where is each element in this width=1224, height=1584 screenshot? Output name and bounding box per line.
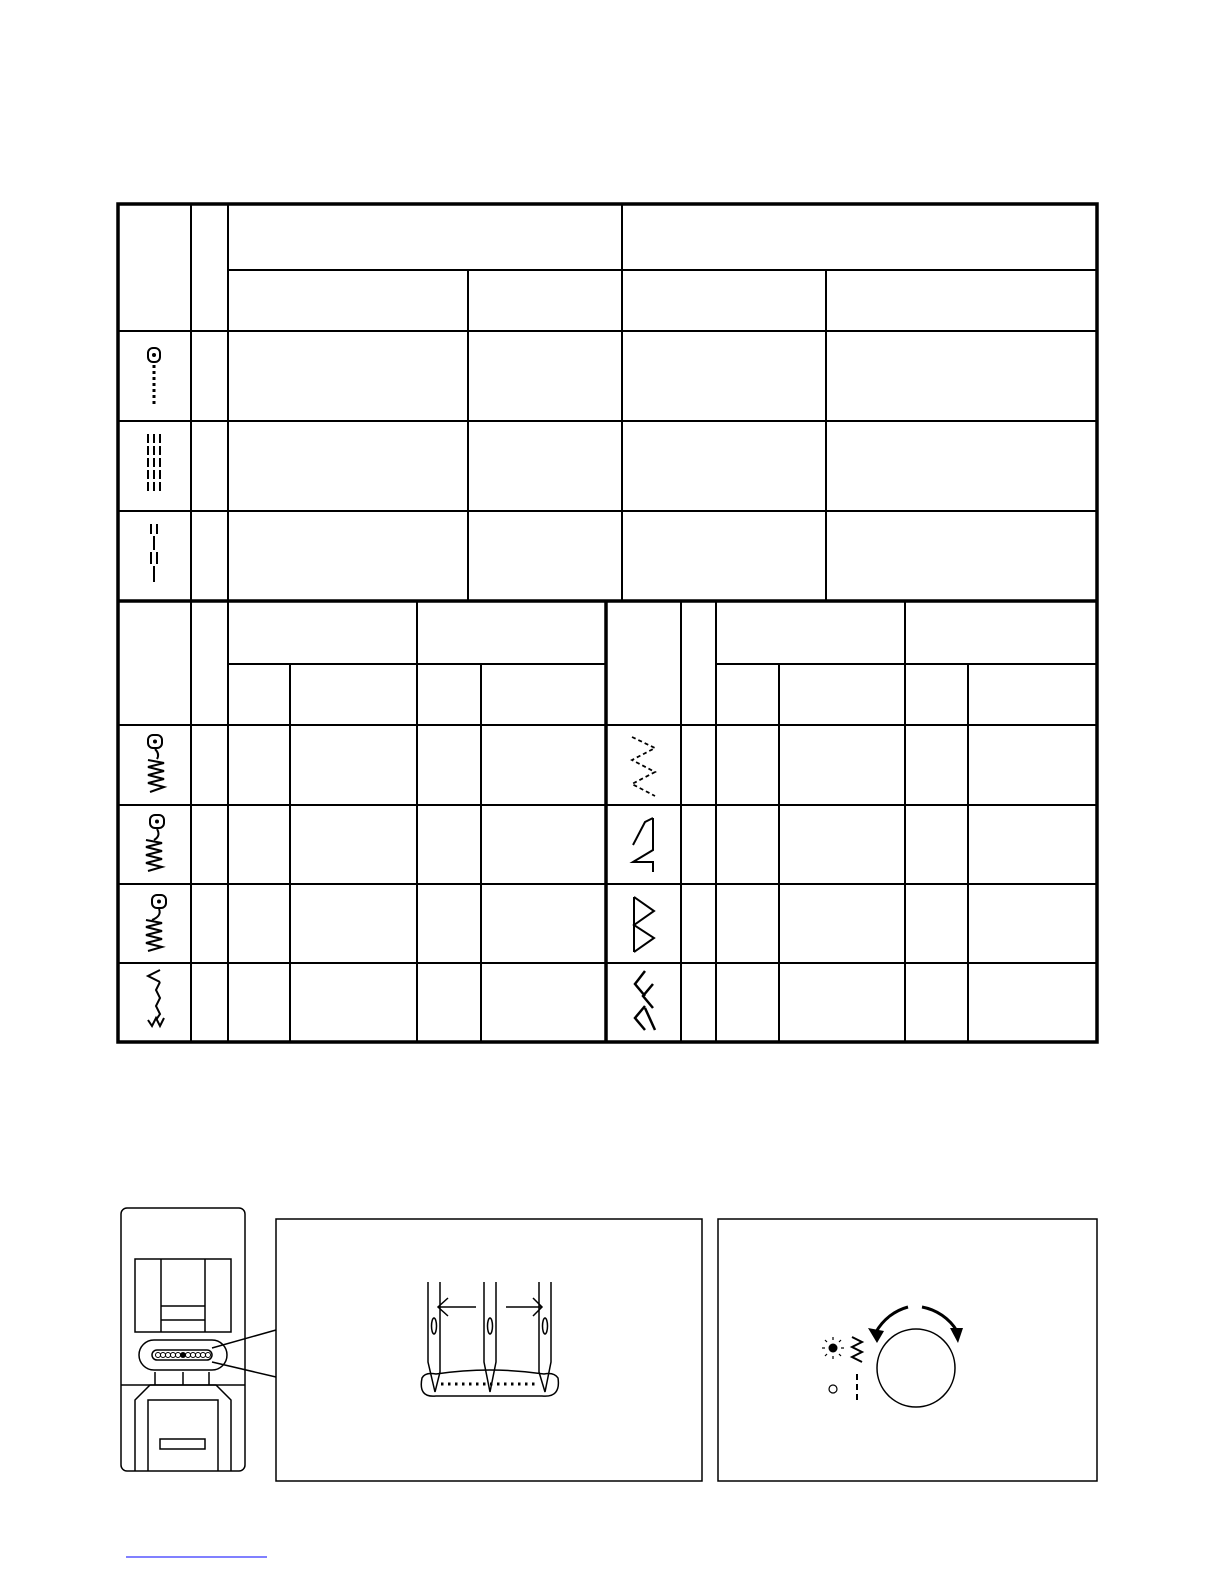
straight-stitch-left-needle-icon [148, 348, 160, 405]
needle-position-arrows-icon [421, 1282, 558, 1396]
multi-stitch-zigzag-icon [632, 737, 655, 796]
zigzag-stitch-table [118, 601, 1097, 1042]
stitch-settings-table [118, 204, 1097, 1042]
feather-stitch-icon [635, 971, 655, 1030]
stitch-dial-panel [718, 1219, 1097, 1481]
stitch-width-dial-icon [822, 1307, 963, 1407]
zigzag-stitch-center-icon [146, 815, 164, 871]
needle-position-panel [276, 1219, 702, 1481]
zigzag-stitch-right-icon [146, 895, 166, 951]
elastic-zigzag-stitch-icon [148, 970, 164, 1026]
zigzag-stitch-left-icon [148, 735, 164, 792]
blind-stitch-icon [633, 818, 653, 872]
triangle-stitch-icon [634, 897, 654, 952]
triple-straight-stitch-icon [148, 434, 160, 494]
presser-foot-needle-plate-icon [121, 1208, 276, 1471]
straight-stretch-stitch-icon [151, 524, 157, 582]
straight-stitch-table [118, 204, 1097, 601]
